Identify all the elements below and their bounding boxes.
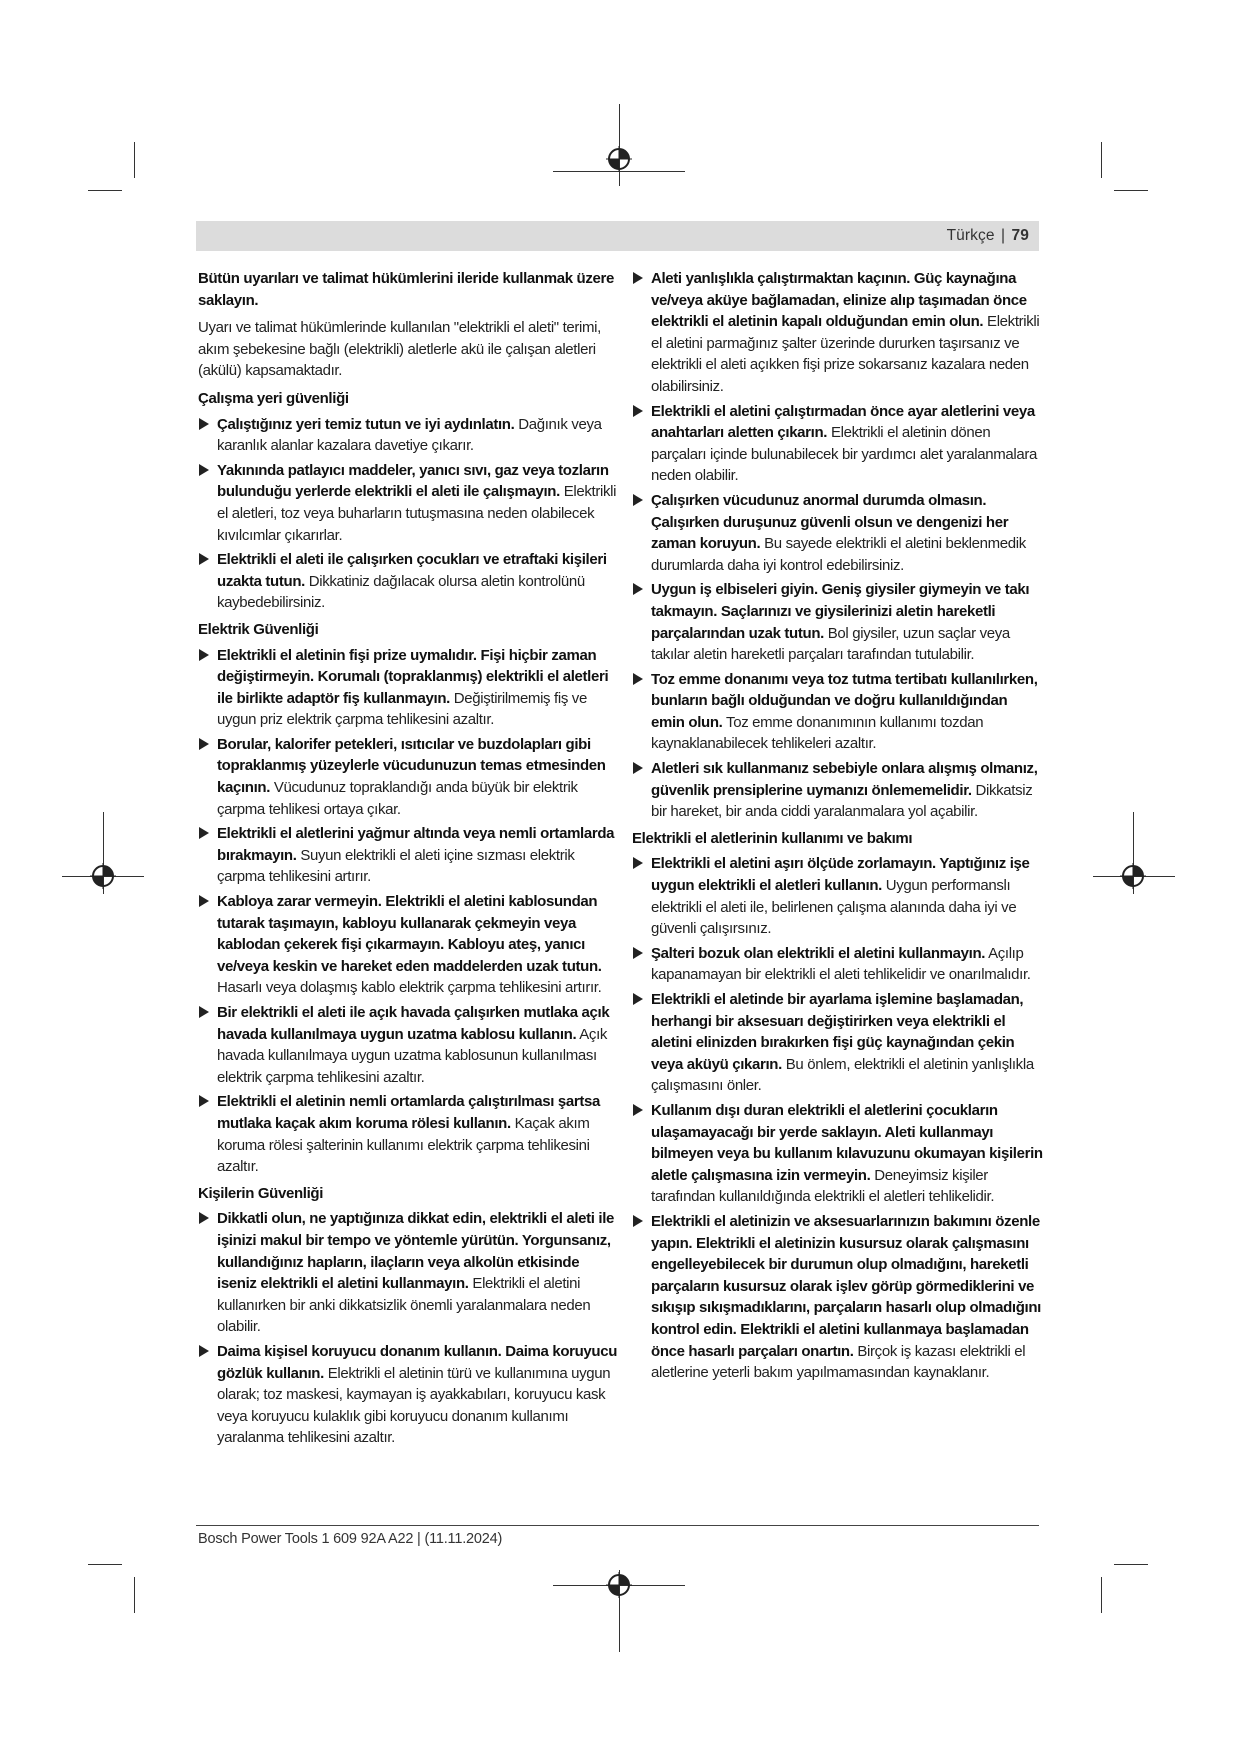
bullet-arrow-icon [633,494,643,506]
warning-item-text: Elektrikli el aletini kullanırken bir anki dikkatsizlik önemli yaralanmalara neden olabilir. [217,1275,591,1336]
warning-item-text: Elektrikli el aletinin dönen parçaları içinde bulunabilecek bir yardımcı alet yaralanmalara neden olabilir. [651,424,1038,485]
warning-item-text: Uygun performanslı elektrikli el aleti ile, belirlenen çalışma alanında daha iyi ve güvenli çalışırsınız. [651,877,1017,938]
warning-item [632,669,1044,755]
section-heading: Çalışma yeri güvenliği [198,389,349,407]
footer-divider [196,1525,1039,1526]
intro-bold: Bütün uyarıları ve talimat hükümlerini ileride kullanmak üzere saklayın. [198,270,614,309]
registration-target-icon [1120,863,1146,889]
crop-mark [1114,1564,1148,1565]
bullet-arrow-icon [199,738,209,750]
warning-item-bold: Kabloya zarar vermeyin. Elektrikli el aletini kablosundan tutarak taşımayın, kabloyu kullanarak çekmeyin veya kablodan çekerek fişi çıkarmayın. Kabloyu ateş, yanıcı ve/veya keskin ve hareket eden maddelerden uzak tutun. [217,893,602,975]
warning-item-bold: Borular, kalorifer petekleri, ısıtıcılar ve buzdolapları gibi topraklanmış yüzeylerle vücudunuzun temas etmesinden kaçının. [217,735,606,797]
warning-item-text: Bu önlem, elektrikli el aletinin yanlışlıkla çalışmasını önler. [651,1055,1034,1095]
right-section-items [632,853,1044,1383]
warning-item-text: Bu sayede elektrikli el aletini beklenmedik durumlarda daha iyi kontrol edebilirsiniz. [651,535,1026,574]
warning-item [632,1211,1044,1384]
warning-item-bold: Daima kişisel koruyucu donanım kullanın. Daima koruyucu gözlük kullanın. [217,1342,618,1382]
warning-item [198,1208,618,1338]
bullet-arrow-icon [633,947,643,959]
bullet-arrow-icon [633,673,643,685]
header-separator: | [1000,227,1006,244]
warning-item-text: Elektrikli el aletini parmağınız şalter üzerinde dururken taşırsanız ve elektrikli el aleti açıkken fişi prize sokarsanız kazalara neden olabilirsiniz. [651,313,1040,395]
warning-item-bold: Elektrikli el aletinin fişi prize uymalıdır. Fişi hiçbir zaman değiştirmeyin. Korumalı (topraklanmış) elektrikli el aletleri ile birlikte adaptör fiş kullanmayın. [217,646,609,707]
warning-item-text: Dağınık veya karanlık alanlar kazalara davetiye çıkarır. [217,415,602,455]
warning-item-text: Toz emme donanımının kullanımı tozdan kaynaklanabilecek tehlikeleri azaltır. [651,713,984,753]
warning-item-bold: Aleti yanlışlıkla çalıştırmaktan kaçının. Güç kaynağına ve/veya aküye bağlamadan, elinize alıp taşımadan önce elektrikli el aletinin kapalı olduğundan emin olun. [651,270,1027,331]
bullet-arrow-icon [633,1104,643,1116]
warning-item-bold: Elektrikli el aletinizin ve aksesuarlarınızın bakımını özenle yapın. Elektrikli el aletinizin kusursuz olarak çalışmasını engelleyebilecek bir durumun olup olmadığını, hareketli parçaların kusursuz olarak işlev görüp görmediklerini ve sıkışıp sıkışmadıklarını, parçaların hasarlı olup olmadığını kontrol edin. Elektrikli el aletini kullanmaya başlamadan önce hasarlı parçaları onartın. [651,1212,1041,1360]
crop-mark [1114,190,1148,191]
warning-item-bold: Çalışırken vücudunuz anormal durumda olmasın. Çalışırken duruşunuz güvenli olsun ve dengenizi her zaman koruyun. [651,491,1009,553]
warning-item-bold: Toz emme donanımı veya toz tutma tertibatı kullanılırken, bunların bağlı olduğundan ve doğru kullanıldığından emin olun. [651,670,1038,731]
warning-item [632,758,1044,823]
intro-text: Uyarı ve talimat hükümlerinde kullanılan "elektrikli el aleti" terimi, akım şebekesine bağlı (elektrikli) aletlerle akü ile çalışan aletleri (akülü) kapsamaktadır. [198,319,601,380]
warning-item [632,989,1044,1097]
warning-item-bold: Elektrikli el aleti ile çalışırken çocukları ve etraftaki kişileri uzakta tutun. [217,551,607,590]
warning-item-text: Bol giysiler, uzun saçlar veya takılar aletin hareketli parçaları tarafından tutulabilir. [651,624,1010,664]
warning-item-text: Açılıp kapanamayan bir elektrikli el aleti tehlikelidir ve onarılmalıdır. [651,944,1031,984]
bullet-arrow-icon [633,857,643,869]
warning-item [632,579,1044,665]
bullet-arrow-icon [199,827,209,839]
warning-item [198,645,618,731]
warning-item [198,414,618,457]
warning-item-text: Suyun elektrikli el aleti içine sızması elektrik çarpma tehlikesini artırır. [217,846,575,886]
warning-item-text: Dikkatsiz bir hareket, bir anda ciddi yaralanmalara yol açabilir. [651,781,1033,821]
warning-item-text: Dikkatiniz dağılacak olursa aletin kontrolünü kaybedebilirsiniz. [217,572,585,612]
warning-item [632,853,1044,939]
warning-item-text: Birçok iş kazası elektrikli el aletlerine yeterli bakım yapılmamasından kaynaklanır. [651,1342,1026,1382]
warning-item-bold: Elektrikli el aletinde bir ayarlama işlemine başlamadan, herhangi bir aksesuarı değiştirirken veya elektrikli el aletini elinizden bırakırken fişi güç kaynağından çekin veya aküyü çıkarın. [651,991,1024,1073]
registration-target-icon [90,863,116,889]
bullet-arrow-icon [633,405,643,417]
warning-item [198,460,618,546]
warning-item-bold: Elektrikli el aletlerini yağmur altında veya nemli ortamlarda bırakmayın. [217,825,615,864]
bullet-arrow-icon [199,1095,209,1107]
bullet-arrow-icon [199,1212,209,1224]
footer-text: Bosch Power Tools 1 609 92A A22 | (11.11.2024) [198,1531,503,1547]
crop-mark [134,1577,135,1613]
crop-mark [1101,1577,1102,1613]
warning-item [198,1341,618,1449]
warning-item [632,943,1044,986]
bullet-arrow-icon [199,1345,209,1357]
warning-item-bold: Çalıştığınız yeri temiz tutun ve iyi aydınlatın. [217,415,515,433]
warning-item-text: Değiştirilmemiş fiş ve uygun priz elektrik çarpma tehlikesini azaltır. [217,689,587,729]
section-heading: Elektrikli el aletlerinin kullanımı ve bakımı [632,829,913,847]
warning-item-bold: Elektrikli el aletini aşırı ölçüde zorlamayın. Yaptığınız işe uygun elektrikli el aletleri kullanın. [651,855,1030,895]
bullet-arrow-icon [199,553,209,565]
bullet-arrow-icon [633,272,643,284]
warning-item [198,1002,618,1088]
warning-item [198,891,618,999]
warning-item-bold: Kullanım dışı duran elektrikli el aletlerini çocukların ulaşamayacağı bir yerde saklayın. Aleti kullanmayı bilmeyen veya bu kullanım kılavuzunu okumayan kişilerin aletle çalışmasına izin vermeyin. [651,1101,1043,1184]
warning-item-text: Kaçak akım koruma rölesi şalterinin kullanımı elektrik çarpma tehlikesini azaltır. [217,1114,590,1176]
warning-item-bold: Şalteri bozuk olan elektrikli el aletini kullanmayın. [651,944,986,962]
warning-item-bold: Aletleri sık kullanmanız sebebiyle onlara alışmış olmanız, güvenlik prensiplerine uymanızı önlememelidir. [651,760,1038,799]
crop-mark [88,190,122,191]
warning-item-bold: Dikkatli olun, ne yaptığınıza dikkat edin, elektrikli el aleti ile işinizi makul bir tempo ve yöntemle yürütün. Yorgunsanız, kullandığınız hapların, ilaçların veya alkolün etkisinde iseniz elektrikli el aletini kullanmayın. [217,1210,615,1293]
left-sections [198,388,618,1449]
warning-item-bold: Elektrikli el aletini çalıştırmadan önce ayar aletlerini veya anahtarları aletten çıkarın. [651,402,1035,442]
warning-item [632,490,1044,576]
bullet-arrow-icon [633,993,643,1005]
language-label: Türkçe [946,227,995,244]
warning-item-text: Vücudunuz topraklandığı anda büyük bir elektrik çarpma tehlikesi ortaya çıkar. [217,779,578,818]
bullet-arrow-icon [199,895,209,907]
warning-item [198,823,618,888]
section-heading: Elektrik Güvenliği [198,620,319,638]
warning-item-bold: Uygun iş elbiseleri giyin. Geniş giysiler giymeyin ve takı takmayın. Saçlarınızı ve giysilerinizi aletin hareketli parçalarından uzak tutun. [651,581,1030,642]
warning-item [632,401,1044,487]
warning-item-text: Açık havada kullanılmaya uygun uzatma kablosunun kullanılması elektrik çarpma tehlikesini azaltır. [217,1025,608,1086]
warning-item-text: Hasarlı veya dolaşmış kablo elektrik çarpma tehlikesini artırır. [217,979,602,997]
bullet-arrow-icon [633,762,643,774]
warning-item-text: Elektrikli el aletleri, toz veya buharların tutuşmasına neden olabilecek kıvılcımlar çıkarırlar. [217,483,617,544]
bullet-arrow-icon [199,649,209,661]
bullet-arrow-icon [633,583,643,595]
crop-mark [1101,142,1102,178]
page-header-label [947,227,1029,245]
warning-item-bold: Bir elektrikli el aleti ile açık havada çalışırken mutlaka açık havada kullanılmaya uygun uzatma kablosu kullanın. [217,1004,610,1043]
warning-item [198,549,618,614]
right-top-items [632,268,1044,823]
warning-item-text: Elektrikli el aletinin türü ve kullanımına uygun olarak; toz maskesi, kaymayan iş ayakkabıları, koruyucu kask veya koruyucu kulaklık gibi koruyucu donanım kullanımı yaralanma tehlikesini azaltır. [217,1364,611,1447]
bullet-arrow-icon [199,418,209,430]
left-column [198,268,618,1452]
bullet-arrow-icon [199,1006,209,1018]
warning-item-bold: Yakınında patlayıcı maddeler, yanıcı sıvı, gaz veya tozların bulunduğu yerlerde elektrikli el aleti ile çalışmayın. [217,461,609,501]
crop-mark [88,1564,122,1565]
registration-target-icon [606,1572,632,1598]
page-number: 79 [1011,227,1029,244]
section-heading: Kişilerin Güvenliği [198,1184,324,1202]
warning-item-text: Deneyimsiz kişiler tarafından kullanıldığında elektrikli el aletleri tehlikelidir. [651,1166,995,1206]
warning-item [198,734,618,820]
bullet-arrow-icon [633,1215,643,1227]
bullet-arrow-icon [199,464,209,476]
crop-mark [134,142,135,178]
warning-item [198,1091,618,1177]
warning-item [632,268,1044,398]
right-column [632,268,1044,1387]
warning-item-bold: Elektrikli el aletinin nemli ortamlarda çalıştırılması şartsa mutlaka kaçak akım koruma rölesi kullanın. [217,1093,600,1132]
page-header [196,221,1039,251]
warning-item [632,1100,1044,1208]
registration-target-icon [606,146,632,172]
